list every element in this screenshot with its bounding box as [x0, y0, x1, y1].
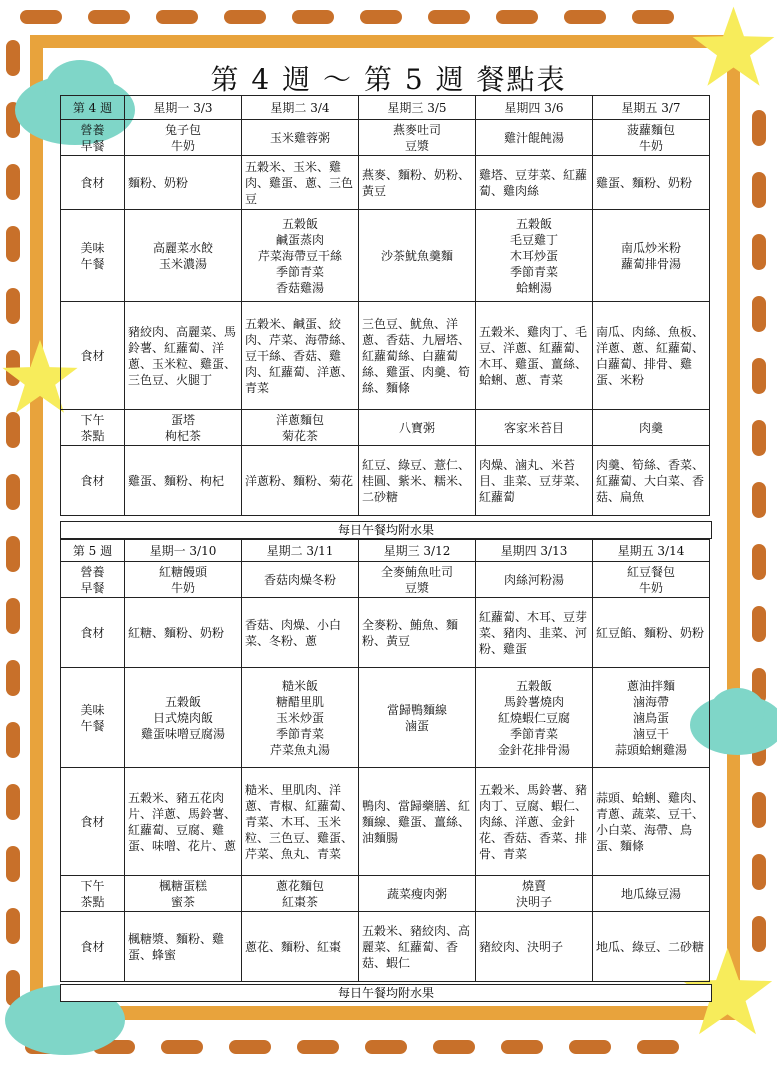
- border-dash-decoration: [428, 10, 470, 24]
- border-dash-decoration: [6, 660, 20, 696]
- border-dash-decoration: [365, 1040, 407, 1054]
- row-label: 食材: [61, 302, 125, 410]
- ingredients-cell: 紅豆餡、麵粉、奶粉: [593, 598, 710, 668]
- border-dash-decoration: [752, 420, 766, 456]
- day-header: 星期二 3/11: [242, 540, 359, 562]
- menu-row: [61, 410, 710, 446]
- ingredients-cell: 雞蛋、麵粉、枸杞: [125, 446, 242, 516]
- border-dash-decoration: [161, 1040, 203, 1054]
- border-dash-decoration: [752, 172, 766, 208]
- menu-row: [61, 668, 710, 768]
- border-dash-decoration: [88, 10, 130, 24]
- ingredients-cell: 五穀米、玉米、雞肉、雞蛋、蔥、三色豆: [242, 156, 359, 210]
- day-header: 星期一 3/3: [125, 96, 242, 120]
- ingredients-cell: 南瓜、肉絲、魚板、洋蔥、蔥、紅蘿蔔、白蘿蔔、排骨、雞蛋、米粉: [593, 302, 710, 410]
- border-dash-decoration: [752, 482, 766, 518]
- border-dash-decoration: [6, 164, 20, 200]
- border-dash-decoration: [752, 358, 766, 394]
- border-dash-decoration: [6, 536, 20, 572]
- ingredients-cell: 紅蘿蔔、木耳、豆芽菜、豬肉、韭菜、河粉、雞蛋: [476, 598, 593, 668]
- ingredients-cell: 燕麥、麵粉、奶粉、黃豆: [359, 156, 476, 210]
- border-dash-decoration: [752, 110, 766, 146]
- dish-cell: 香菇肉燥冬粉: [242, 562, 359, 598]
- ingredients-cell: 豬絞肉、決明子: [476, 912, 593, 982]
- row-label: 食材: [61, 768, 125, 876]
- border-dash-decoration: [433, 1040, 475, 1054]
- border-dash-decoration: [752, 544, 766, 580]
- dish-cell: 肉羹: [593, 410, 710, 446]
- ingredients-cell: 雞塔、豆芽菜、紅蘿蔔、雞肉絲: [476, 156, 593, 210]
- border-dash-decoration: [752, 234, 766, 270]
- fruit-note: 每日午餐均附水果: [60, 521, 712, 539]
- ingredients-cell: 五穀米、豬五花肉片、洋蔥、馬鈴薯、紅蘿蔔、豆腐、雞蛋、味噌、花片、蔥: [125, 768, 242, 876]
- border-dash-decoration: [6, 722, 20, 758]
- dish-cell: 紅豆餐包 牛奶: [593, 562, 710, 598]
- ingredients-cell: 肉羹、筍絲、香菜、紅蘿蔔、大白菜、香菇、扁魚: [593, 446, 710, 516]
- week-label: 第 5 週: [61, 540, 125, 562]
- menu-row: [61, 302, 710, 410]
- dish-cell: 當歸鴨麵線 滷蛋: [359, 668, 476, 768]
- dish-cell: 全麥鮪魚吐司 豆漿: [359, 562, 476, 598]
- week5-menu-table: [60, 539, 710, 982]
- border-dash-decoration: [752, 296, 766, 332]
- row-label: 營養 早餐: [61, 562, 125, 598]
- dish-cell: 菠蘿麵包 牛奶: [593, 120, 710, 156]
- menu-row: [61, 598, 710, 668]
- ingredients-cell: 蔥花、麵粉、紅棗: [242, 912, 359, 982]
- dish-cell: 雞汁餛飩湯: [476, 120, 593, 156]
- ingredients-cell: 豬絞肉、高麗菜、馬鈴薯、紅蘿蔔、洋蔥、玉米粒、雞蛋、三色豆、火腿丁: [125, 302, 242, 410]
- border-dash-decoration: [496, 10, 538, 24]
- ingredients-cell: 全麥粉、鮪魚、麵粉、黃豆: [359, 598, 476, 668]
- ingredients-cell: 五穀米、豬絞肉、高麗菜、紅蘿蔔、香菇、蝦仁: [359, 912, 476, 982]
- border-dash-decoration: [752, 854, 766, 890]
- ingredients-cell: 糙米、里肌肉、洋蔥、青椒、紅蘿蔔、青菜、木耳、玉米粒、三色豆、雞蛋、芹菜、魚丸、青菜: [242, 768, 359, 876]
- row-label: 營養 早餐: [61, 120, 125, 156]
- menu-row: [61, 120, 710, 156]
- day-header: 星期五 3/14: [593, 540, 710, 562]
- day-header: 星期三 3/12: [359, 540, 476, 562]
- ingredients-cell: 雞蛋、麵粉、奶粉: [593, 156, 710, 210]
- dish-cell: 兔子包 牛奶: [125, 120, 242, 156]
- ingredients-cell: 蒜頭、蛤蜊、雞肉、青蔥、蔬菜、豆干、小白菜、海帶、鳥蛋、麵條: [593, 768, 710, 876]
- week4-menu-table: [60, 95, 710, 516]
- ingredients-cell: 地瓜、綠豆、二砂糖: [593, 912, 710, 982]
- ingredients-cell: 三色豆、魷魚、洋蔥、香菇、九層塔、紅蘿蔔絲、白蘿蔔絲、雞蛋、肉羹、筍絲、麵條: [359, 302, 476, 410]
- ingredients-cell: 香菇、肉燥、小白菜、冬粉、蔥: [242, 598, 359, 668]
- border-dash-decoration: [752, 792, 766, 828]
- row-label: 食材: [61, 156, 125, 210]
- ingredients-cell: 五穀米、馬鈴薯、豬肉丁、豆腐、蝦仁、肉絲、洋蔥、金針花、香菇、香菜、排骨、青菜: [476, 768, 593, 876]
- border-dash-decoration: [637, 1040, 679, 1054]
- row-label: 下午 茶點: [61, 410, 125, 446]
- ingredients-cell: 麵粉、奶粉: [125, 156, 242, 210]
- dish-cell: 客家米苔目: [476, 410, 593, 446]
- border-dash-decoration: [292, 10, 334, 24]
- border-dash-decoration: [6, 598, 20, 634]
- border-dash-decoration: [6, 846, 20, 882]
- border-dash-decoration: [6, 288, 20, 324]
- dish-cell: 南瓜炒米粉 蘿蔔排骨湯: [593, 210, 710, 302]
- page-title: 第 4 週 ～ 第 5 週 餐點表: [210, 63, 567, 96]
- ingredients-cell: 肉燥、滷丸、米苔目、韭菜、豆芽菜、紅蘿蔔: [476, 446, 593, 516]
- dish-cell: 肉絲河粉湯: [476, 562, 593, 598]
- dish-cell: 玉米雞蓉粥: [242, 120, 359, 156]
- border-dash-decoration: [297, 1040, 339, 1054]
- fruit-note: 每日午餐均附水果: [60, 984, 712, 1002]
- week-label: 第 4 週: [61, 96, 125, 120]
- dish-cell: 楓糖蛋糕 蜜茶: [125, 876, 242, 912]
- day-header: 星期四 3/13: [476, 540, 593, 562]
- dish-cell: 蔥花麵包 紅棗茶: [242, 876, 359, 912]
- border-dash-decoration: [501, 1040, 543, 1054]
- dish-cell: 蔬菜瘦肉粥: [359, 876, 476, 912]
- day-header: 星期三 3/5: [359, 96, 476, 120]
- dish-cell: 蛋塔 枸杞茶: [125, 410, 242, 446]
- ingredients-cell: 紅豆、綠豆、薏仁、桂圓、紫米、糯米、二砂糖: [359, 446, 476, 516]
- menu-row: [61, 876, 710, 912]
- dish-cell: 燕麥吐司 豆漿: [359, 120, 476, 156]
- border-dash-decoration: [224, 10, 266, 24]
- dish-cell: 洋蔥麵包 菊花茶: [242, 410, 359, 446]
- menu-row: [61, 912, 710, 982]
- dish-cell: 五穀飯 馬鈴薯燒肉 紅燒蝦仁豆腐 季節青菜 金針花排骨湯: [476, 668, 593, 768]
- border-dash-decoration: [632, 10, 674, 24]
- menu-row: [61, 446, 710, 516]
- day-header: 星期一 3/10: [125, 540, 242, 562]
- border-dash-decoration: [6, 474, 20, 510]
- dish-cell: 八寶粥: [359, 410, 476, 446]
- row-label: 食材: [61, 912, 125, 982]
- dish-cell: 高麗菜水餃 玉米濃湯: [125, 210, 242, 302]
- dish-cell: 五穀飯 毛豆雞丁 木耳炒蛋 季節青菜 蛤蜊湯: [476, 210, 593, 302]
- row-label: 下午 茶點: [61, 876, 125, 912]
- row-label: 食材: [61, 598, 125, 668]
- day-header: 星期四 3/6: [476, 96, 593, 120]
- cloud-puff: [710, 688, 765, 733]
- dish-cell: 五穀飯 鹹蛋蒸肉 芹菜海帶豆干絲 季節青菜 香菇雞湯: [242, 210, 359, 302]
- dish-cell: 五穀飯 日式燒肉飯 雞蛋味噌豆腐湯: [125, 668, 242, 768]
- border-dash-decoration: [156, 10, 198, 24]
- dish-cell: 蔥油拌麵 滷海帶 滷鳥蛋 滷豆干 蒜頭蛤蜊雞湯: [593, 668, 710, 768]
- row-label: 美味 午餐: [61, 210, 125, 302]
- menu-row: [61, 156, 710, 210]
- menu-row: [61, 562, 710, 598]
- border-dash-decoration: [360, 10, 402, 24]
- dish-cell: 糙米飯 糖醋里肌 玉米炒蛋 季節青菜 芹菜魚丸湯: [242, 668, 359, 768]
- border-dash-decoration: [6, 784, 20, 820]
- day-header: 星期五 3/7: [593, 96, 710, 120]
- ingredients-cell: 紅糖、麵粉、奶粉: [125, 598, 242, 668]
- ingredients-cell: 洋蔥粉、麵粉、菊花: [242, 446, 359, 516]
- border-dash-decoration: [6, 226, 20, 262]
- ingredients-cell: 楓糖漿、麵粉、雞蛋、蜂蜜: [125, 912, 242, 982]
- ingredients-cell: 五穀米、雞肉丁、毛豆、洋蔥、紅蘿蔔、木耳、雞蛋、薑絲、蛤蜊、蔥、青菜: [476, 302, 593, 410]
- border-dash-decoration: [752, 606, 766, 642]
- border-dash-decoration: [229, 1040, 271, 1054]
- week4-header-row: [61, 96, 710, 120]
- ingredients-cell: 鴨肉、當歸藥膳、紅麵線、雞蛋、薑絲、油麵腸: [359, 768, 476, 876]
- ingredients-cell: 五穀米、鹹蛋、絞肉、芹菜、海帶絲、豆干絲、香菇、雞肉、紅蘿蔔、洋蔥、青菜: [242, 302, 359, 410]
- week5-header-row: [61, 540, 710, 562]
- border-dash-decoration: [6, 908, 20, 944]
- row-label: 食材: [61, 446, 125, 516]
- border-dash-decoration: [569, 1040, 611, 1054]
- dish-cell: 紅糖饅頭 牛奶: [125, 562, 242, 598]
- day-header: 星期二 3/4: [242, 96, 359, 120]
- dish-cell: 地瓜綠豆湯: [593, 876, 710, 912]
- border-dash-decoration: [20, 10, 62, 24]
- menu-row: [61, 210, 710, 302]
- menu-row: [61, 768, 710, 876]
- border-dash-decoration: [564, 10, 606, 24]
- dish-cell: 燒賣 決明子: [476, 876, 593, 912]
- dish-cell: 沙茶魷魚羹麵: [359, 210, 476, 302]
- row-label: 美味 午餐: [61, 668, 125, 768]
